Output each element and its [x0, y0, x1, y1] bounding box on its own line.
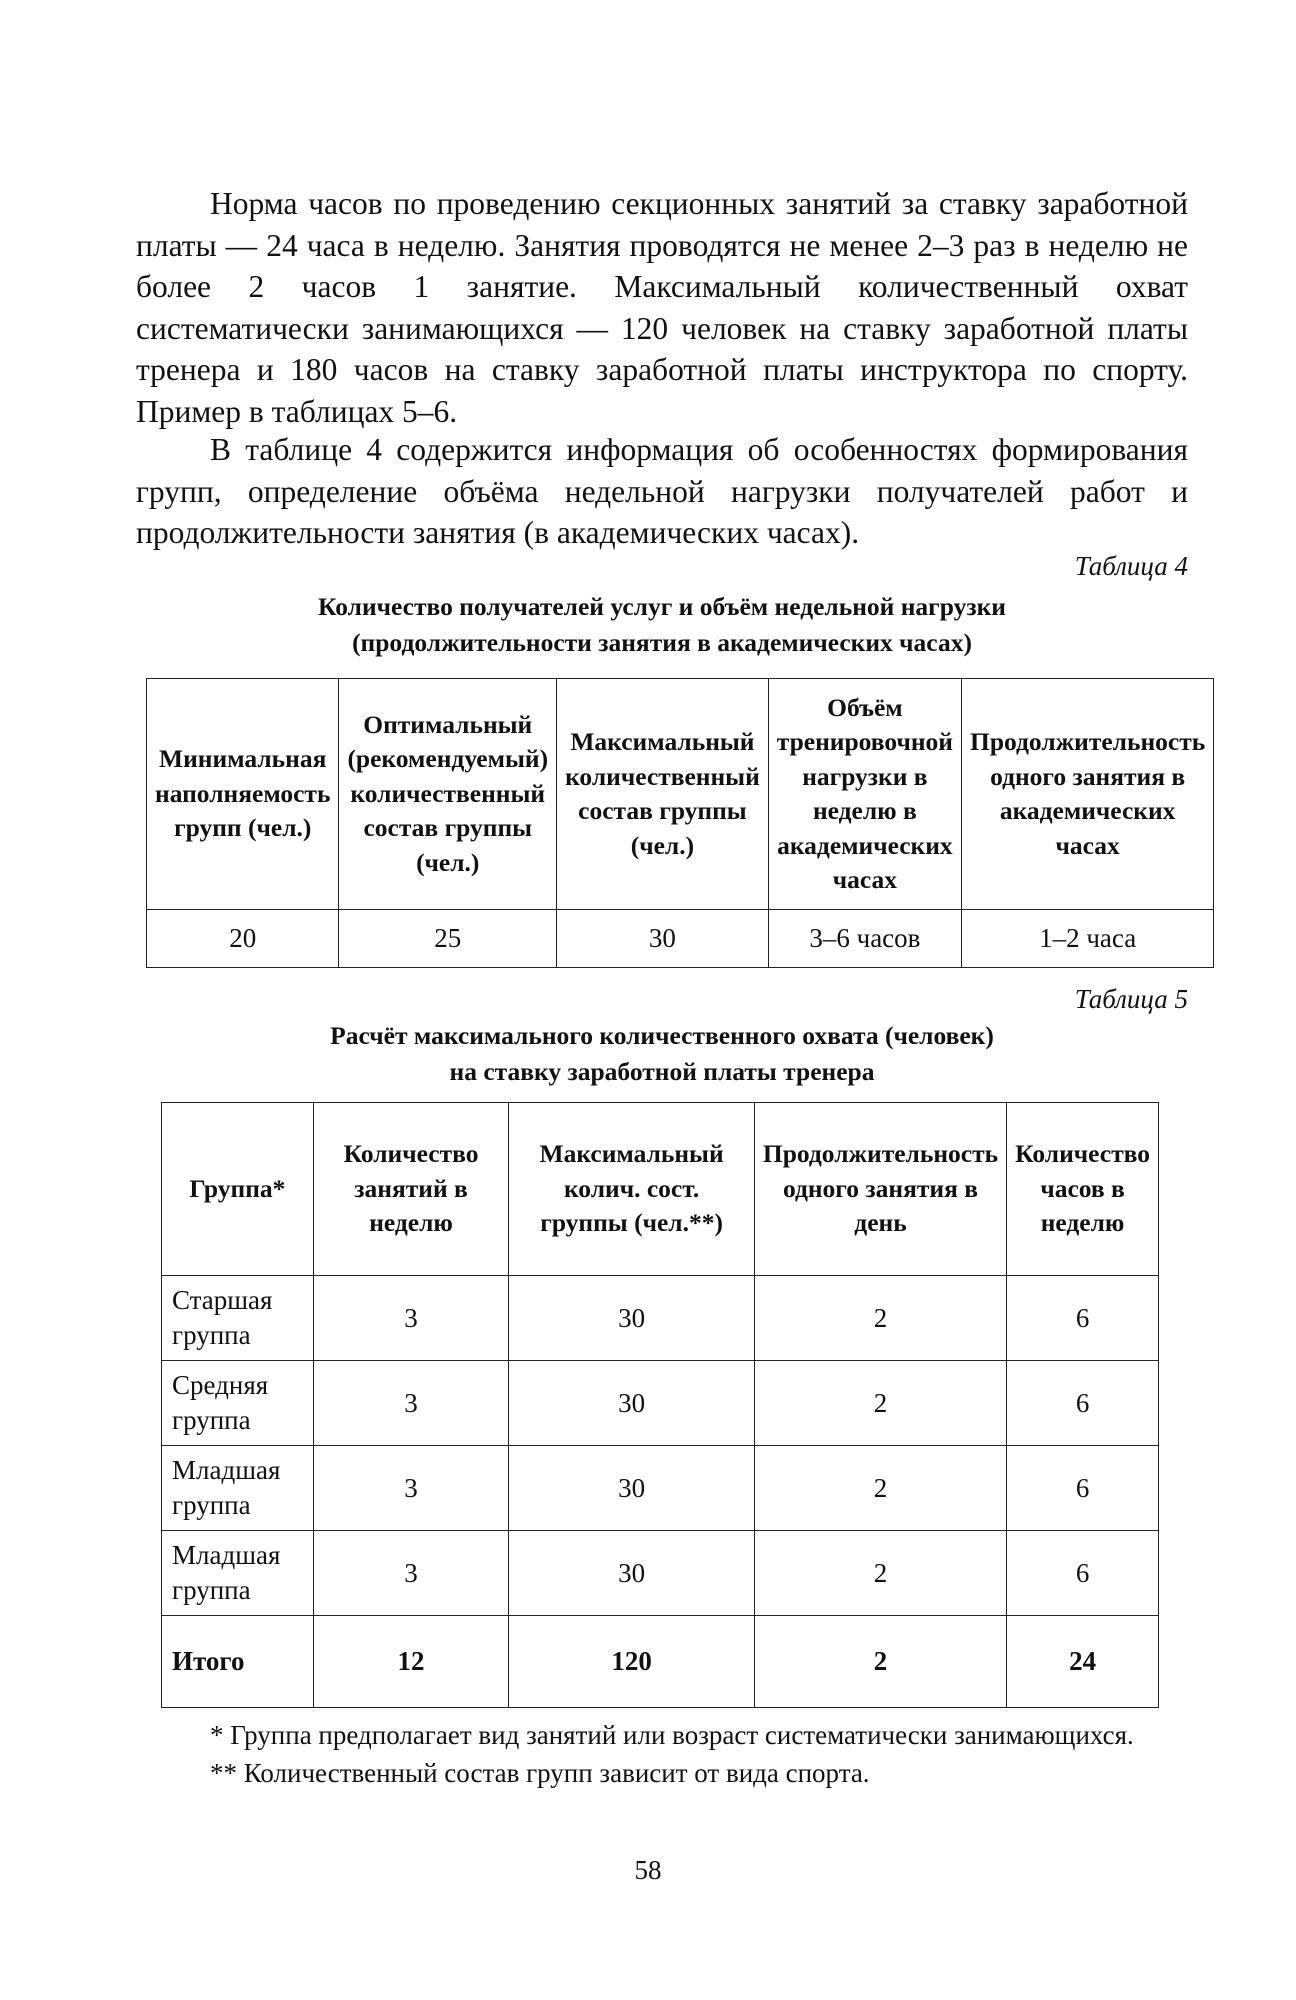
footnote-1: * Группа предполагает вид занятий или возраст систематически занимающихся. — [210, 1720, 1134, 1750]
table5-label: Таблица 5 — [1074, 984, 1188, 1014]
table5-cell: 2 — [754, 1446, 1006, 1531]
table4-title-line2: (продолжительности занятия в академических часах) — [352, 628, 972, 657]
table4-header-cell: Минимальная наполняемость групп (чел.) — [147, 679, 339, 910]
table5-group-cell: Старшая группа — [162, 1276, 314, 1361]
table5-total-label: Итого — [162, 1616, 314, 1708]
table4-header-cell: Максимальный количественный состав группы (чел.) — [557, 679, 769, 910]
table4-title-line1: Количество получателей услуг и объём недельной нагрузки — [318, 592, 1006, 621]
table5-cell: 2 — [754, 1531, 1006, 1616]
table5-cell: 30 — [509, 1446, 755, 1531]
table4-cell: 3–6 часов — [768, 910, 961, 968]
table5-header-cell: Максимальный колич. сост. группы (чел.**) — [509, 1103, 755, 1276]
table4-cell: 1–2 часа — [962, 910, 1214, 968]
table5-total-cell: 12 — [313, 1616, 509, 1708]
table5-group-cell: Средняя группа — [162, 1361, 314, 1446]
table4-cell: 30 — [557, 910, 769, 968]
table4-header-cell: Продолжительность одного занятия в академических часах — [962, 679, 1214, 910]
footnote-2: ** Количественный состав групп зависит от вида спорта. — [210, 1758, 870, 1788]
table5-header-cell: Группа* — [162, 1103, 314, 1276]
table5-cell: 3 — [313, 1361, 509, 1446]
table5-total-row — [162, 1616, 1159, 1708]
table4-header-row — [147, 679, 1214, 910]
table5-header-cell: Количество занятий в неделю — [313, 1103, 509, 1276]
table5-header-cell: Количество часов в неделю — [1007, 1103, 1159, 1276]
footnotes — [136, 1718, 1188, 1794]
table5-cell: 6 — [1007, 1446, 1159, 1531]
table5 — [161, 1102, 1159, 1708]
table5-cell: 6 — [1007, 1276, 1159, 1361]
table5-title-line1: Расчёт максимального количественного охвата (человек) — [330, 1021, 994, 1050]
table5-cell: 2 — [754, 1361, 1006, 1446]
table5-header-row — [162, 1103, 1159, 1276]
table5-cell: 6 — [1007, 1531, 1159, 1616]
table5-cell: 30 — [509, 1531, 755, 1616]
table5-cell: 30 — [509, 1276, 755, 1361]
table5-group-cell: Младшая группа — [162, 1531, 314, 1616]
table5-row — [162, 1361, 1159, 1446]
page-number: 58 — [634, 1855, 662, 1885]
table5-total-cell: 24 — [1007, 1616, 1159, 1708]
table4-data-row — [147, 910, 1214, 968]
table5-row — [162, 1531, 1159, 1616]
table5-cell: 6 — [1007, 1361, 1159, 1446]
table4-cell: 25 — [339, 910, 557, 968]
body-paragraph-1 — [136, 183, 1188, 432]
table5-row — [162, 1276, 1159, 1361]
table4 — [146, 678, 1214, 968]
table5-total-cell: 120 — [509, 1616, 755, 1708]
table4-header-cell: Объём тренировочной нагрузки в неделю в академических часах — [768, 679, 961, 910]
paragraph-text: В таблице 4 содержится информация об особенностях формирования групп, определение объёма недельной нагрузки получателей работ и продолжительности занятия (в академических часах). — [136, 432, 1188, 550]
table5-cell: 30 — [509, 1361, 755, 1446]
table4-label: Таблица 4 — [1074, 551, 1188, 581]
table5-cell: 3 — [313, 1276, 509, 1361]
table5-cell: 2 — [754, 1276, 1006, 1361]
table5-cell: 3 — [313, 1446, 509, 1531]
table5-header-cell: Продолжительность одного занятия в день — [754, 1103, 1006, 1276]
table5-title-line2: на ставку заработной платы тренера — [449, 1057, 875, 1086]
table5-cell: 3 — [313, 1531, 509, 1616]
table5-group-cell: Младшая группа — [162, 1446, 314, 1531]
table5-total-cell: 2 — [754, 1616, 1006, 1708]
paragraph-text: Норма часов по проведению секционных занятий за ставку заработной платы — 24 часа в неделю. Занятия проводятся не менее 2–3 раз в неделю не более 2 часов 1 занятие. Максимальный количественный охват систематически занимающихся — 120 человек на ставку заработной платы тренера и 180 часов на ставку заработной платы инструктора по спорту. Пример в таблицах 5–6. — [136, 186, 1188, 429]
table5-row — [162, 1446, 1159, 1531]
table4-cell: 20 — [147, 910, 339, 968]
table4-header-cell: Оптимальный (рекомендуемый) количественный состав группы (чел.) — [339, 679, 557, 910]
body-paragraph-2 — [136, 429, 1188, 554]
